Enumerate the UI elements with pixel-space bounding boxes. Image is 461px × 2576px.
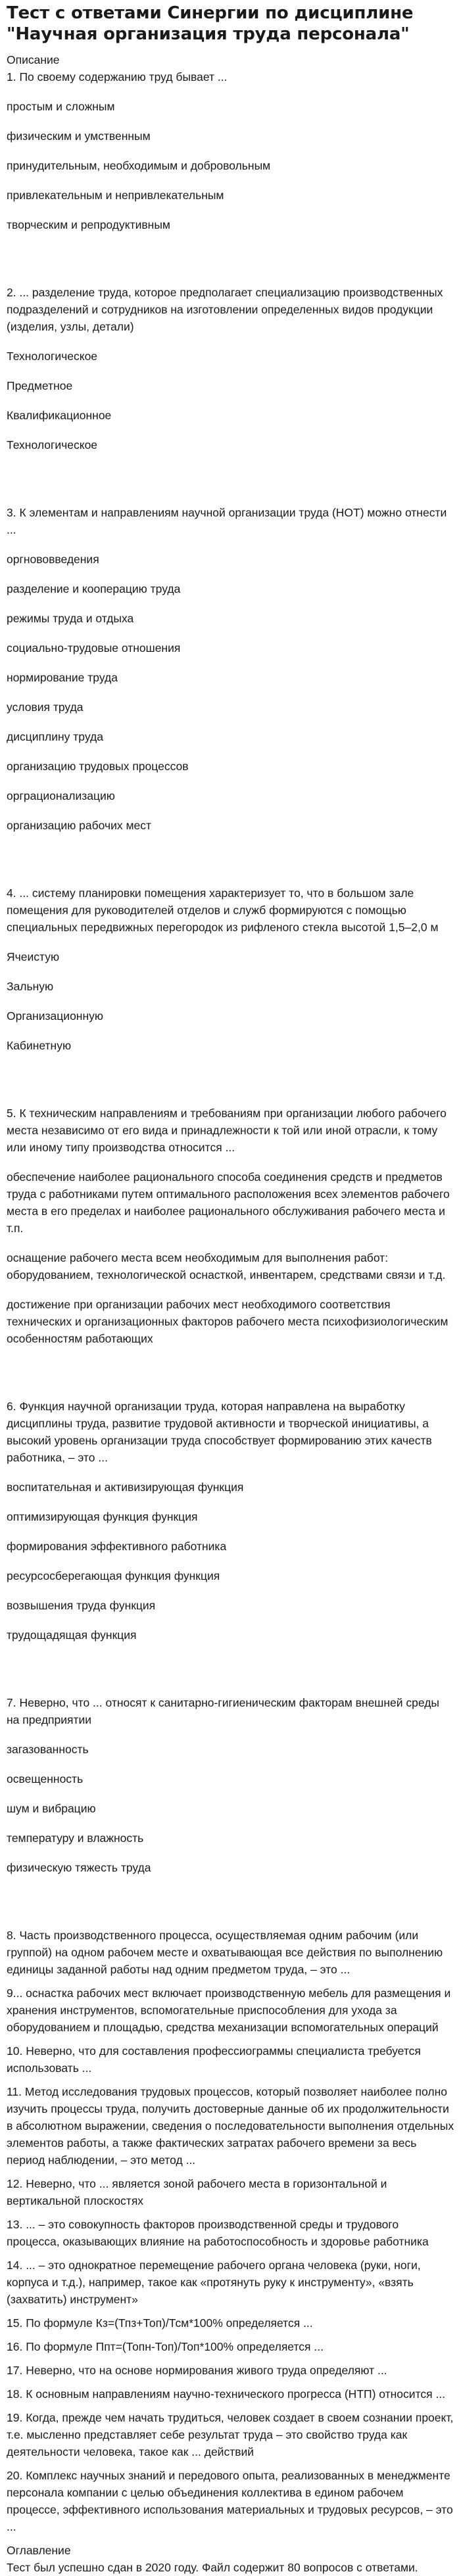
answer-option: загазованность — [7, 1743, 89, 1756]
question-block — [7, 885, 454, 1054]
question-separator — [7, 1656, 454, 1694]
answer-option: дисциплину труда — [7, 730, 103, 743]
answer-option: творческим и репродуктивным — [7, 218, 170, 231]
question-block — [7, 68, 454, 233]
footer-note: Тест был успешно сдан в 2020 году. Файл содержит 80 вопросов с ответами. — [7, 2561, 418, 2574]
answer-option: Квалификационное — [7, 409, 112, 422]
answer-option: воспитательная и активизирующая функция — [7, 1481, 244, 1494]
question-text: 19. Когда, прежде чем начать трудиться, человек создает в своем сознании проект, т.е. мысленно представляет себе результат труда – это свойство труда как деятельности человека, такое как ... действий — [7, 2411, 454, 2458]
question-text: 18. К основным направлениям научно-технического прогресса (НТП) относится ... — [7, 2387, 446, 2401]
question-text: 11. Метод исследования трудовых процессов, который позволяет наиболее полно изучить процессы труда, получить достоверные данные об их продолжительности в абсолютном выражении, сведения о последовательности выполнения отдельных элементов работы, а также фактических затратах рабочего времени за весь период наблюдении, – это метод ... — [7, 2085, 454, 2167]
question-text: 5. К техническим направлениям и требованиям при организации любого рабочего места независимо от его вида и принадлежности к той или иной отрасли, к тому или иному типу производства относится ... — [7, 1107, 447, 1154]
question-block — [7, 504, 454, 834]
answer-option: организацию трудовых процессов — [7, 760, 189, 773]
answer-option: разделение и кооперацию труда — [7, 582, 181, 595]
answer-option: принудительным, необходимым и добровольным — [7, 159, 271, 172]
answer-option: привлекательным и непривлекательным — [7, 189, 224, 202]
answer-option: ресурсосберегающая функция функция — [7, 1569, 220, 1582]
answer-option: физическим и умственным — [7, 129, 151, 143]
question-separator — [7, 466, 454, 504]
answer-option: Кабинетную — [7, 1039, 72, 1052]
answer-option: режимы труда и отдыха — [7, 612, 134, 625]
question-text: 17. Неверно, что на основе нормирования живого труда определяют ... — [7, 2364, 387, 2377]
answer-option: достижение при организации рабочих мест необходимого соответствия технических и организационных факторов рабочего места психофизиологическим особенностям работающих — [7, 1298, 449, 1345]
question-text: 13. ... – это совокупность факторов производственной среды и трудового процесса, оказывающих влияние на работоспособность и здоровье работника — [7, 2218, 429, 2248]
answer-option: обеспечение наиболее рационального способа соединения средств и предметов труда с работниками путем оптимального расположения всех элементов рабочего места в его пределах и наиболее рационального обслуживания рабочего места и т.п. — [7, 1170, 450, 1235]
answer-option: простым и сложным — [7, 100, 115, 113]
toc-heading: Оглавление — [7, 2544, 71, 2557]
answer-option: формирования эффективного работника — [7, 1540, 227, 1553]
question-text: 14. ... – это однократное перемещение рабочего органа человека (руки, ноги, корпуса и т.д.), например, такое как «протянуть руку к инструменту», «взять (захватить) инструмент» — [7, 2259, 421, 2306]
question-text: 1. По своему содержанию труд бывает ... — [7, 70, 228, 83]
answer-option: организацию рабочих мест — [7, 819, 152, 832]
question-text: 4. ... систему планировки помещения характеризует то, что в большом зале помещения для руководителей отделов и служб формируются с помощью специальных передвижных перегородок из рифленого стекла высотой 1,5–2,0 м — [7, 886, 439, 934]
answer-option: температуру и влажность — [7, 1831, 144, 1845]
answer-option: освещенность — [7, 1772, 84, 1785]
question-block — [7, 284, 454, 453]
answer-option: Ячеистую — [7, 950, 60, 963]
question-text: 3. К элементам и направлениям научной организации труда (НОТ) можно отнести ... — [7, 506, 447, 536]
answer-option: возвышения труда функция — [7, 1599, 156, 1612]
answer-option: Технологическое — [7, 350, 98, 363]
question-list — [7, 68, 454, 1927]
question-separator — [7, 1360, 454, 1398]
answer-option: условия труда — [7, 701, 84, 714]
question-block — [7, 1694, 454, 1876]
question-text: 12. Неверно, что ... является зоной рабочего места в горизонтальной и вертикальной плоскостях — [7, 2177, 387, 2207]
question-text: 9... оснастка рабочих мест включает производственную мебель для размещения и хранения инструментов, вспомогательные приспособления для ухода за оборудованием и площадью, средства механизации вспомогательных операций — [7, 1987, 451, 2034]
page-title: Тест с ответами Синергии по дисциплине "Научная организация труда персонала" — [7, 3, 414, 44]
question-text: 7. Неверно, что ... относят к санитарно-гигиеническим факторам внешней среды на предприятии — [7, 1696, 440, 1726]
question-separator — [7, 1067, 454, 1105]
question-text: 6. Функция научной организации труда, которая направлена на выработку дисциплины труда, развитие трудовой активности и творческой инициативы, а высокий уровень организации труда способствует формированию этих качеств работника, – это ... — [7, 1400, 432, 1464]
question-text: 15. По формуле Кз=(Тпз+Топ)/Тсм*100% определяется ... — [7, 2316, 313, 2330]
answer-option: Зальную — [7, 980, 54, 993]
question-text: 20. Комплекс научных знаний и передового опыта, реализованных в менеджменте персонала компании с целью объединения коллектива в едином рабочем процессе, эффективного использования материальных и трудовых ресурсов, – это ... — [7, 2469, 453, 2533]
answer-option: орграционализацию — [7, 789, 115, 802]
question-separator — [7, 1889, 454, 1927]
answer-option: Предметное — [7, 379, 73, 392]
answer-option: нормирование труда — [7, 671, 118, 684]
answer-option: Технологическое — [7, 438, 98, 451]
question-text: 10. Неверно, что для составления профессиограммы специалиста требуется использовать ... — [7, 2044, 421, 2075]
question-separator — [7, 846, 454, 885]
answer-option: социально-трудовые отношения — [7, 641, 181, 655]
answer-option: физическую тяжесть труда — [7, 1861, 151, 1874]
answer-option: оптимизирующая функция функция — [7, 1510, 198, 1523]
answer-option: оснащение рабочего места всем необходимым для выполнения работ: оборудованием, технологической оснасткой, инвентарем, средствами связи и т.д. — [7, 1251, 446, 1281]
description-heading: Описание — [7, 53, 60, 66]
question-block — [7, 1105, 454, 1347]
answer-option: оргнововведения — [7, 553, 99, 566]
remaining-question-list — [7, 1927, 454, 2535]
answer-option: шум и вибрацию — [7, 1802, 96, 1815]
question-text: 16. По формуле Ппт=(Топн-Топ)/Топ*100% определяется ... — [7, 2340, 324, 2353]
question-text: 2. ... разделение труда, которое предполагает специализацию производственных подразделений и сотрудников на изготовлении определенных видов продукции (изделия, узлы, детали) — [7, 286, 443, 333]
question-separator — [7, 246, 454, 284]
answer-option: трудощадящая функция — [7, 1628, 137, 1642]
answer-option: Организационную — [7, 1009, 104, 1023]
question-text: 8. Часть производственного процесса, осуществляемая одним рабочим (или группой) на одном рабочем месте и охватывающая все действия по выполнению единицы заданной работы над одним предметом труда, – это ... — [7, 1929, 443, 1976]
question-block — [7, 1398, 454, 1644]
